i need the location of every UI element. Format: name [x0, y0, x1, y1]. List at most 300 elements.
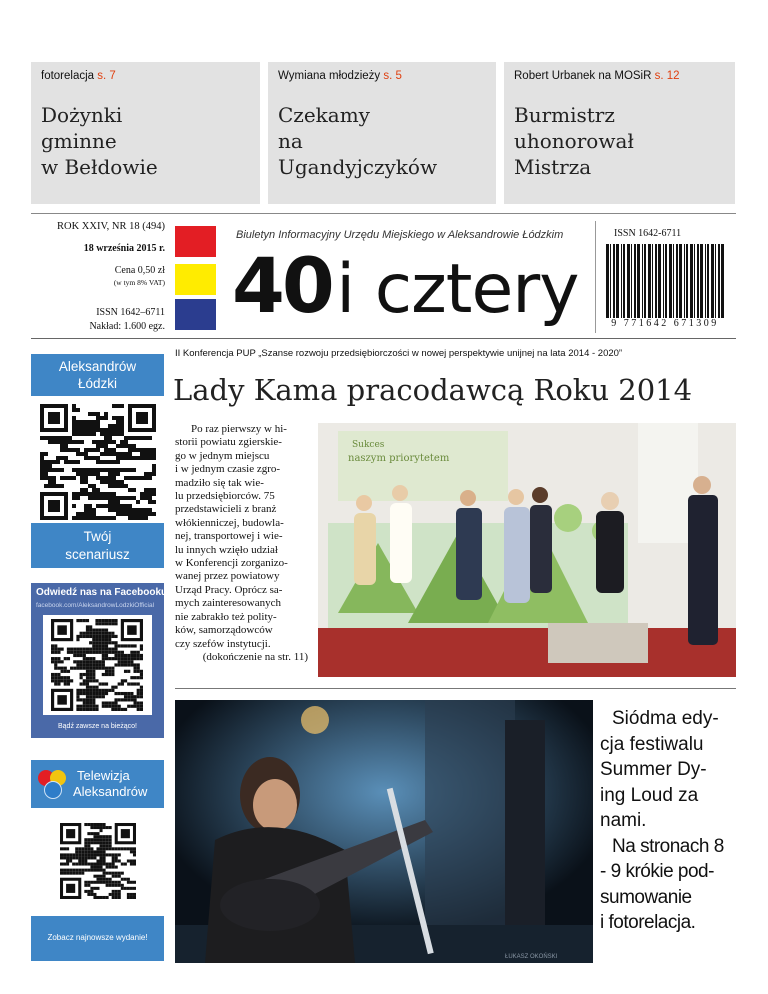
qr-module: [140, 496, 144, 500]
qr-module: [76, 660, 79, 663]
qr-module: [116, 428, 120, 432]
qr-module: [132, 512, 136, 516]
qr-module: [105, 670, 108, 673]
barcode-bar: [705, 244, 706, 318]
qr-module: [105, 635, 108, 638]
qr-module: [99, 689, 102, 692]
qr-module: [83, 651, 86, 654]
qr-module: [100, 838, 103, 841]
festival-line: Summer Dy-: [600, 759, 707, 780]
qr-module: [127, 878, 130, 881]
qr-module: [69, 853, 72, 856]
qr-module: [83, 701, 86, 704]
qr-module: [121, 692, 124, 695]
qr-module: [104, 460, 108, 464]
qr-module: [61, 648, 64, 651]
festival-subline: i fotorelacja.: [600, 912, 696, 933]
qr-module: [84, 890, 87, 893]
qr-module: [60, 872, 63, 875]
qr-module: [69, 856, 72, 859]
article-kicker: II Konferencja PUP „Szanse rozwoju przedsiębiorczości w nowej perspektywie unijnej na lata 2014 - 2020”: [175, 348, 623, 359]
qr-module: [140, 508, 144, 512]
qr-module: [95, 619, 98, 622]
logo-words: i cztery: [336, 250, 579, 329]
qr-module: [72, 428, 76, 432]
qr-module: [44, 472, 48, 476]
festival-subline: sumowanie: [600, 886, 692, 908]
qr-module: [108, 480, 112, 484]
tv-banner[interactable]: [31, 760, 164, 808]
qr-module: [76, 654, 79, 657]
qr-module: [68, 440, 72, 444]
qr-code-city[interactable]: [40, 404, 156, 520]
qr-module: [124, 863, 127, 866]
facebook-box[interactable]: [31, 583, 171, 738]
qr-module: [118, 663, 121, 666]
qr-module: [118, 692, 121, 695]
qr-module: [96, 492, 100, 496]
qr-module: [102, 673, 105, 676]
qr-module: [76, 638, 79, 641]
qr-module: [72, 420, 76, 424]
qr-module: [116, 468, 120, 472]
festival-subline: - 9 krókie pod-: [600, 861, 714, 882]
qr-module: [118, 651, 121, 654]
qr-module: [116, 484, 120, 488]
qr-module: [133, 850, 136, 853]
barcode-bar: [715, 244, 716, 318]
qr-module: [64, 444, 68, 448]
qr-module: [44, 460, 48, 464]
qr-module: [83, 619, 86, 622]
qr-module: [121, 654, 124, 657]
scenario-banner[interactable]: [31, 523, 164, 568]
qr-module: [112, 884, 115, 887]
qr-module: [108, 496, 112, 500]
qr-module: [112, 856, 115, 859]
qr-module: [54, 667, 57, 670]
qr-module: [111, 701, 114, 704]
qr-module: [87, 853, 90, 856]
vat: (w tym 8% VAT): [113, 278, 165, 287]
qr-module: [93, 835, 96, 838]
qr-module: [105, 657, 108, 660]
issue-date: 18 września 2015 r.: [83, 243, 165, 254]
qr-module: [48, 440, 52, 444]
qr-module: [81, 850, 84, 853]
qr-module: [96, 866, 99, 869]
qr-module: [108, 667, 111, 670]
qr-module: [70, 648, 73, 651]
qr-module: [92, 708, 95, 711]
teaser-burmistrz[interactable]: [504, 62, 735, 204]
qr-module: [116, 456, 120, 460]
qr-module: [112, 484, 116, 488]
qr-module: [80, 676, 83, 679]
qr-code-facebook[interactable]: [51, 619, 143, 711]
qr-module: [144, 516, 148, 520]
qr-module: [54, 657, 57, 660]
qr-module: [80, 673, 83, 676]
barcode-bar: [721, 244, 724, 318]
qr-module: [84, 863, 87, 866]
article-headline[interactable]: Lady Kama pracodawcą Roku 2014: [173, 373, 693, 407]
qr-module: [90, 823, 93, 826]
qr-module: [103, 875, 106, 878]
qr-module: [124, 468, 128, 472]
qr-module: [105, 629, 108, 632]
qr-module: [104, 432, 108, 436]
qr-module: [86, 670, 89, 673]
qr-module: [96, 456, 100, 460]
qr-module: [70, 651, 73, 654]
qr-module: [100, 480, 104, 484]
qr-module: [121, 663, 124, 666]
qr-module: [92, 492, 96, 496]
qr-module: [84, 480, 88, 484]
qr-module: [112, 863, 115, 866]
qr-module: [81, 856, 84, 859]
qr-module: [115, 893, 118, 896]
color-block-yellow: [175, 264, 216, 295]
qr-module: [100, 847, 103, 850]
qr-module: [83, 667, 86, 670]
qr-module: [96, 853, 99, 856]
qr-module: [76, 428, 80, 432]
barcode-bar: [669, 244, 672, 318]
qr-module: [88, 432, 92, 436]
qr-module: [92, 673, 95, 676]
qr-module: [63, 869, 66, 872]
qr-module: [130, 859, 133, 862]
qr-module: [86, 676, 89, 679]
qr-module: [108, 638, 111, 641]
qr-module: [121, 682, 124, 685]
qr-module: [84, 432, 88, 436]
barcode-bar: [642, 244, 643, 318]
qr-module: [116, 432, 120, 436]
qr-module: [90, 887, 93, 890]
qr-module: [130, 896, 133, 899]
qr-module: [112, 896, 115, 899]
barcode-bar: [644, 244, 646, 318]
qr-module: [61, 667, 64, 670]
qr-module: [116, 508, 120, 512]
teaser-kicker: Wymiana młodzieży s. 5: [278, 70, 402, 82]
qr-module: [72, 468, 76, 472]
qr-module: [56, 456, 60, 460]
qr-module: [88, 412, 92, 416]
qr-module: [100, 416, 104, 420]
qr-module: [118, 657, 121, 660]
qr-module: [48, 480, 52, 484]
qr-module: [116, 416, 120, 420]
qr-module: [102, 632, 105, 635]
qr-module: [124, 504, 128, 508]
qr-module: [76, 698, 79, 701]
qr-module: [118, 654, 121, 657]
qr-module: [102, 692, 105, 695]
qr-module: [76, 689, 79, 692]
qr-module: [105, 667, 108, 670]
qr-module: [130, 705, 133, 708]
qr-module: [92, 698, 95, 701]
qr-module: [80, 635, 83, 638]
qr-module: [66, 869, 69, 872]
qr-module: [88, 492, 92, 496]
qr-module: [121, 708, 124, 711]
circulation: Nakład: 1.600 egz.: [89, 321, 165, 332]
qr-module: [95, 648, 98, 651]
qr-module: [96, 875, 99, 878]
qr-module: [90, 850, 93, 853]
qr-module: [70, 667, 73, 670]
qr-module: [84, 468, 88, 472]
qr-module: [95, 629, 98, 632]
qr-module: [51, 679, 54, 682]
qr-module: [105, 622, 108, 625]
qr-module: [105, 641, 108, 644]
qr-module: [83, 692, 86, 695]
barcode-bar: [690, 244, 693, 318]
festival-teaser[interactable]: [600, 706, 750, 936]
qr-module: [84, 859, 87, 862]
qr-module: [48, 468, 52, 472]
qr-module: [95, 641, 98, 644]
qr-module: [51, 657, 54, 660]
qr-module: [108, 472, 112, 476]
qr-module: [96, 850, 99, 853]
qr-module: [83, 682, 86, 685]
qr-module: [86, 657, 89, 660]
qr-module: [63, 863, 66, 866]
qr-module: [104, 428, 108, 432]
qr-module: [128, 488, 132, 492]
barcode-bar: [684, 244, 685, 318]
qr-module: [112, 460, 116, 464]
qr-module: [88, 424, 92, 428]
qr-module: [130, 850, 133, 853]
qr-module: [84, 492, 88, 496]
qr-module: [92, 641, 95, 644]
conference-photo-illustration: [318, 423, 736, 677]
qr-module: [89, 667, 92, 670]
qr-module: [72, 416, 76, 420]
qr-module: [60, 853, 63, 856]
qr-module: [102, 663, 105, 666]
qr-module: [88, 516, 92, 520]
qr-finder: [66, 829, 75, 838]
qr-module: [137, 654, 140, 657]
qr-module: [104, 468, 108, 472]
qr-module: [69, 869, 72, 872]
qr-module: [89, 686, 92, 689]
qr-module: [140, 516, 144, 520]
qr-module: [102, 657, 105, 660]
qr-module: [100, 841, 103, 844]
qr-module: [124, 496, 128, 500]
qr-module: [121, 887, 124, 890]
qr-module: [54, 660, 57, 663]
qr-module: [72, 496, 76, 500]
qr-module: [152, 512, 156, 516]
qr-module: [80, 692, 83, 695]
qr-module: [116, 404, 120, 408]
logo: [232, 241, 579, 330]
qr-module: [86, 705, 89, 708]
qr-module: [92, 638, 95, 641]
qr-module: [96, 444, 100, 448]
article-body: Po raz pierwszy w hi- storii powiatu zgierskie- go w jednym miejscu i w jednym czasie zgro- madziło się tak wie- lu przedsiębiorców. 75 przedstawicieli z branż włókienniczej, budowla- nej, transportowej i wie- lu innych wzięło udział w Konferencji zorganizo- wanej przez powiatowy Urząd Pracy. Oprócz sa- mych zainteresowanych nie zabrakło też polity- ków, samorządowców czy szefów instytucji. (dokończenie na str. 11): [175, 423, 308, 663]
teaser-headline: Burmistrz uhonorował Mistrza: [514, 103, 634, 179]
qr-module: [72, 869, 75, 872]
qr-module: [106, 835, 109, 838]
qr-module: [95, 651, 98, 654]
qr-module: [80, 705, 83, 708]
continuation-link[interactable]: (dokończenie na str. 11): [202, 650, 308, 663]
qr-module: [120, 508, 124, 512]
qr-module: [106, 884, 109, 887]
qr-module: [99, 663, 102, 666]
qr-module: [112, 890, 115, 893]
qr-module: [100, 853, 103, 856]
qr-module: [44, 452, 48, 456]
qr-module: [137, 692, 140, 695]
qr-module: [72, 460, 76, 464]
qr-module: [120, 432, 124, 436]
barcode-bar: [663, 244, 664, 318]
qr-module: [44, 464, 48, 468]
qr-module: [127, 887, 130, 890]
qr-module: [109, 838, 112, 841]
qr-module: [102, 635, 105, 638]
qr-module: [99, 660, 102, 663]
qr-module: [96, 468, 100, 472]
qr-module: [144, 496, 148, 500]
qr-module: [60, 476, 64, 480]
qr-module: [90, 890, 93, 893]
qr-module: [84, 456, 88, 460]
teaser-uganda[interactable]: [268, 62, 496, 204]
qr-module: [87, 881, 90, 884]
qr-module: [103, 863, 106, 866]
qr-module: [89, 676, 92, 679]
barcode-bar: [718, 244, 720, 318]
qr-module: [127, 847, 130, 850]
qr-module: [120, 444, 124, 448]
qr-module: [133, 701, 136, 704]
barcode-bar: [658, 244, 661, 318]
qr-module: [86, 635, 89, 638]
qr-module: [60, 456, 64, 460]
qr-module: [136, 476, 140, 480]
qr-module: [51, 676, 54, 679]
qr-module: [83, 657, 86, 660]
qr-module: [104, 412, 108, 416]
qr-module: [128, 516, 132, 520]
qr-module: [61, 670, 64, 673]
qr-module: [60, 484, 64, 488]
qr-module: [83, 654, 86, 657]
qr-module: [69, 859, 72, 862]
qr-module: [72, 404, 76, 408]
qr-module: [76, 619, 79, 622]
qr-module: [133, 651, 136, 654]
qr-module: [112, 452, 116, 456]
logo-number: 40: [232, 241, 332, 330]
qr-module: [96, 896, 99, 899]
qr-module: [112, 881, 115, 884]
qr-module: [54, 679, 57, 682]
qr-code-tv[interactable]: [60, 823, 136, 899]
tv-label: Telewizja: [77, 768, 130, 783]
city-banner[interactable]: [31, 354, 164, 396]
qr-module: [89, 698, 92, 701]
qr-module: [140, 695, 143, 698]
qr-module: [89, 705, 92, 708]
banner-text: naszym priorytetem: [348, 453, 450, 464]
qr-module: [84, 476, 88, 480]
qr-module: [52, 440, 56, 444]
qr-module: [67, 670, 70, 673]
qr-module: [54, 663, 57, 666]
qr-module: [108, 428, 112, 432]
qr-module: [128, 496, 132, 500]
qr-module: [61, 679, 64, 682]
qr-finder: [48, 412, 60, 424]
qr-module: [96, 863, 99, 866]
teaser-dozynki[interactable]: [31, 62, 260, 204]
qr-module: [148, 496, 152, 500]
qr-module: [140, 708, 143, 711]
qr-module: [64, 456, 68, 460]
qr-module: [133, 893, 136, 896]
barcode-bar: [606, 244, 609, 318]
qr-module: [132, 444, 136, 448]
qr-module: [88, 428, 92, 432]
qr-module: [112, 847, 115, 850]
qr-module: [54, 676, 57, 679]
qr-module: [103, 853, 106, 856]
tv-footer-banner[interactable]: [31, 916, 164, 961]
qr-module: [140, 673, 143, 676]
qr-module: [81, 872, 84, 875]
qr-module: [76, 408, 80, 412]
qr-module: [64, 670, 67, 673]
qr-module: [109, 847, 112, 850]
qr-module: [67, 679, 70, 682]
qr-module: [80, 663, 83, 666]
qr-module: [48, 464, 52, 468]
qr-module: [103, 838, 106, 841]
qr-module: [87, 838, 90, 841]
qr-module: [73, 651, 76, 654]
qr-module: [118, 705, 121, 708]
qr-module: [103, 847, 106, 850]
qr-module: [136, 508, 140, 512]
qr-module: [128, 508, 132, 512]
qr-module: [120, 480, 124, 484]
qr-module: [148, 476, 152, 480]
qr-module: [75, 872, 78, 875]
qr-module: [73, 667, 76, 670]
qr-module: [120, 504, 124, 508]
qr-module: [84, 512, 88, 516]
barcode-bar: [610, 244, 611, 318]
qr-module: [152, 472, 156, 476]
qr-module: [100, 432, 104, 436]
qr-module: [127, 663, 130, 666]
